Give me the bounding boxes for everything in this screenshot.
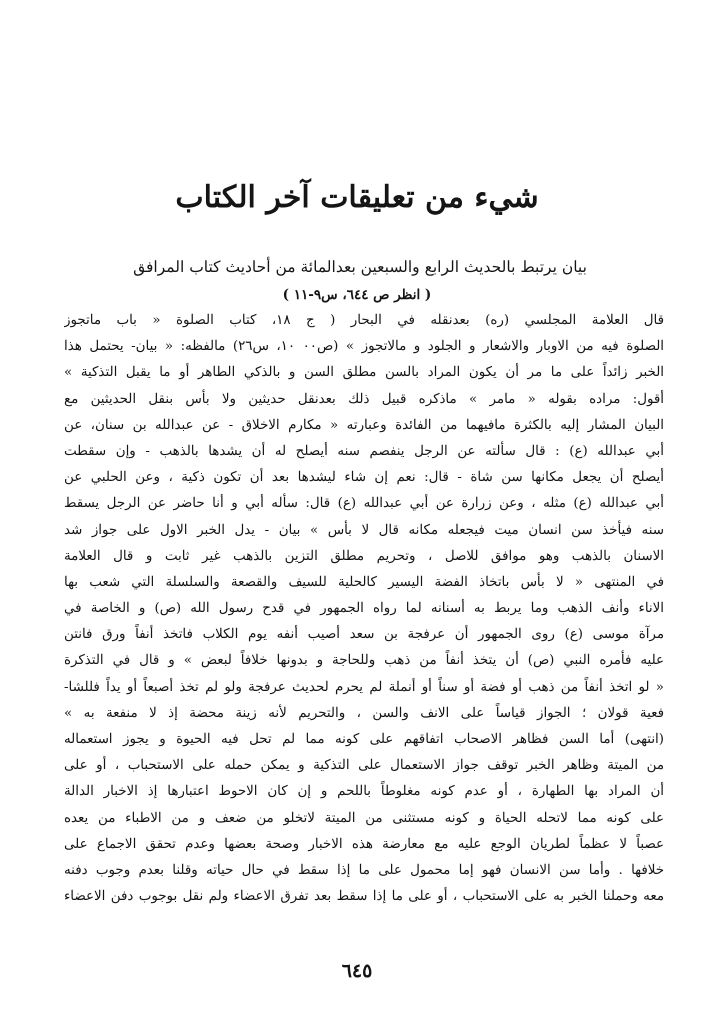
text-line: عليه فأمره النبي (ص) أن يتخذ أنفاً من ذهب وللحاجة و بدونها خلافاً لبعض » و قال في التذكرة	[64, 653, 664, 669]
text-line: أبي عبدالله (ع) مثله ، وعن زرارة عن أبي عبدالله (ع) قال: سأله أبي و أنا حاضر عن الرجل يسقط	[64, 496, 664, 512]
text-line: في المنتهى « لا بأس باتخاذ الفضة اليسير كالحلية للسيف والقصعة والسلسلة التي شعب بها	[64, 574, 664, 590]
text-line: الاسنان بالذهب وهو موافق للاصل ، وتحريم مطلق التزين بالذهب غير ثابت و قال العلامة	[64, 548, 664, 564]
text-line: فعية قولان ؛ الجواز قياساً على الانف والسن ، والتحريم لأنه زينة محضة إذ لا منفعة به »	[64, 705, 664, 721]
text-line: أقول: مراده بقوله « مامر » ماذكره قبيل ذلك بعدنقل حديثين ولا بأس بنقل الحديثين مع	[64, 391, 664, 407]
text-line: قال العلامة المجلسي (ره) بعدنقله في البحار ( ج ١٨، كتاب الصلوة « باب ماتجوز	[64, 313, 664, 328]
body-text	[64, 308, 664, 910]
text-line: أيصلح أن يجعل مكانها سن شاة - قال: نعم إن شاء ليشدها بعد أن تكون ذكية ، وعن الحلبي عن	[64, 470, 664, 486]
text-line: (انتهى) أما السن فظاهر الاصحاب اتفاقهم على كونه مما لم تحل فيه الحيوة و يجوز استعماله	[64, 732, 664, 747]
page-number: ٦٤٥	[341, 960, 373, 982]
text-line: معه وحملنا الخبر به على الاستحباب ، أو على ما إذا سقط بعد تفرق الاعضاء ولم نقل بوجوب دفن الاعضاء	[64, 889, 664, 905]
text-line: سنه فيأخذ سن انسان ميت فيجعله مكانه قال لا بأس » بيان - يدل الخبر الاول على جواز شد	[64, 522, 664, 538]
text-line: عصباً لا عظماً لطريان الوجع عليه مع معارضة هذه الاخبار وصحة بعضها وعدم تحقق الاجماع على	[64, 836, 664, 852]
text-line: على كونه مما لاتحله الحياة و كونه مستثنى من الميتة لاتخلو من ضعف و من الاطباء من يعده	[64, 810, 664, 826]
source-reference: ( انظر ص ٦٤٤، س٩-١١ )	[282, 287, 432, 303]
text-line: خلافها . وأما سن الانسان فهو إما محمول على ما إذا سقط في حال حياته وقلنا بعدم وجوب دفنه	[64, 862, 664, 878]
text-line: البيان المشار إليه بالكثرة مافيهما من الفائدة وعبارته « مكارم الاخلاق - عن عبدالله بن سنان، عن	[64, 417, 664, 433]
text-line: الاناء وأنف الذهب وما يربط به أسنانه لما رواه الجمهور في قدح رسول الله (ص) و الخاصة في	[64, 601, 664, 617]
text-line: الصلوة فيه من الاوبار والاشعار و الجلود و مالاتجوز » (ص٠٠ ١٠، س٢٦) مالفظه: « بيان- يحتمل هذا	[64, 339, 664, 355]
text-line: « لو اتخذ أنفاً من ذهب أو فضة أو سناً أو أنملة لم يحرم لحديث عرفجة ولو لم تخذ أصبعاً أو يداً فللشا-	[64, 679, 664, 695]
text-line: أبي عبدالله (ع) : قال سألته عن الرجل ينفصم سنه أيصلح له أن يشدها بالذهب - وإن سقطت	[64, 443, 664, 459]
section-subtitle: بيان يرتبط بالحديث الرابع والسبعين بعدالمائة من أحاديث كتاب المرافق	[133, 258, 587, 276]
text-line: الخبر زائداً على ما مر أن يكون المراد بالسن مطلق السن و بالذكي الطاهر أو ما يقبل التذكية »	[64, 365, 664, 381]
text-line: أن المراد بها الطهارة ، أو عدم كونه مغلوطاً باللحم و إن كان الاحوط اعتبارها إذ الاخبار الدالة	[64, 784, 664, 800]
text-line: من الميتة وظاهر الخبر توقف جواز الاستعمال على التذكية و يمكن حمله على الاستحباب ، أو على	[64, 758, 664, 774]
page-title: شيء من تعليقات آخر الكتاب	[175, 180, 539, 215]
text-line: مرآة موسى (ع) روى الجمهور أن عرفجة بن سعد أصيب أنفه يوم الكلاب فاتخذ أنفاً ورق فانتن	[64, 627, 664, 643]
